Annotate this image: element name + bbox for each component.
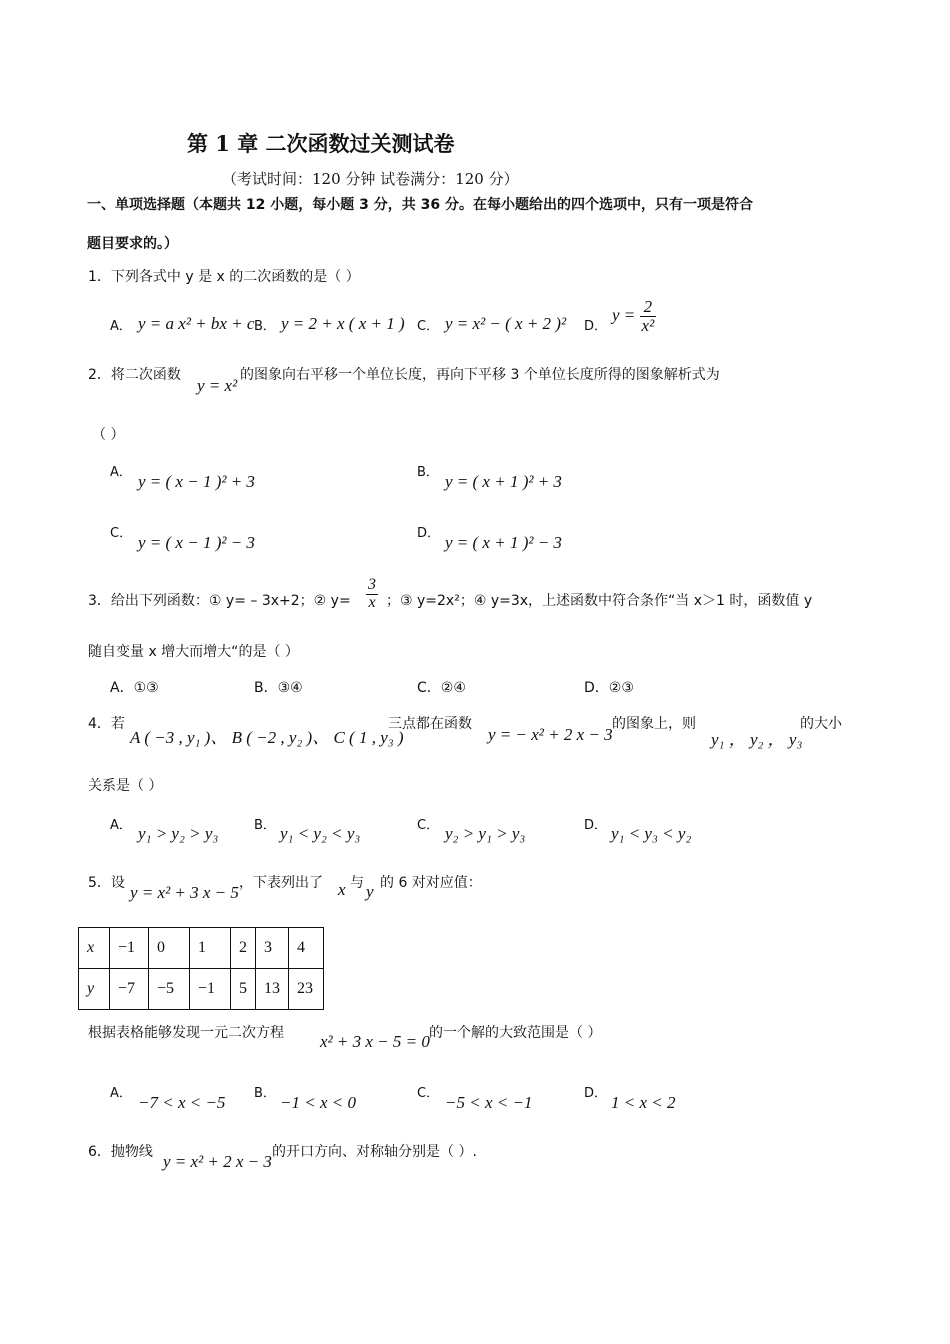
table-cell: 3	[256, 928, 289, 969]
q4-option-c-label: C．	[417, 818, 440, 833]
q3-option-d: D．②③	[584, 680, 634, 696]
q4-option-b: y₁ < y₂ < y₃	[280, 824, 361, 843]
q4-option-d: y₁ < y₃ < y₂	[611, 824, 692, 843]
q5-option-d: 1 < x < 2	[611, 1093, 676, 1112]
q1-option-d-label: D．	[584, 319, 608, 334]
question-5-x: x	[338, 880, 346, 899]
question-4-vars: y₁ ， y₂ ， y₃	[711, 730, 803, 749]
table-cell: 23	[289, 969, 324, 1010]
q3-fraction-denominator: x	[368, 593, 376, 611]
question-5-y: y	[366, 882, 374, 901]
question-5-function: y = x² + 3 x − 5	[130, 883, 239, 902]
table-cell: −5	[149, 969, 190, 1010]
section-heading-line1: 一、单项选择题（本题共 12 小题，每小题 3 分，共 36 分。在每小题给出的四个选项中，只有一项是符合	[87, 197, 753, 213]
q3-option-c: C．②④	[417, 680, 466, 696]
q1-option-c: y = x² − ( x + 2 )²	[445, 314, 567, 333]
table-row	[79, 969, 324, 1010]
question-2-stem-a: 2．将二次函数	[88, 367, 181, 383]
table-cell: −1	[110, 928, 149, 969]
q5-option-c: −5 < x < −1	[445, 1093, 533, 1112]
q2-option-c-label: C．	[110, 526, 133, 541]
question-5-stem-b: ，下表列出了	[239, 875, 323, 891]
question-3-fraction	[366, 577, 378, 612]
question-4-points: A ( −3 , y₁ )、 B ( −2 , y₂ )、 C ( 1 , y₃ )	[130, 728, 404, 747]
question-1-stem: 1．下列各式中 y 是 x 的二次函数的是（ ）	[88, 269, 360, 285]
q1-option-d-lhs: y =	[612, 305, 636, 325]
question-5-after-a: 根据表格能够发现一元二次方程	[88, 1025, 284, 1041]
question-5-stem-d: 的 6 对对应值：	[380, 875, 482, 891]
q4-option-d-label: D．	[584, 818, 608, 833]
question-6-function: y = x² + 2 x − 3	[163, 1152, 272, 1171]
table-cell: x	[79, 928, 110, 969]
question-4-stem-c: 的图象上，则	[612, 716, 696, 732]
table-cell: −1	[190, 969, 231, 1010]
question-4-stem-a: 4．若	[88, 716, 125, 732]
question-2-stem-b: 的图象向右平移一个单位长度，再向下平移 3 个单位长度所得的图象解析式为	[240, 367, 720, 383]
page-title: 第 1 章 二次函数过关测试卷	[187, 131, 455, 156]
q4-option-c: y₂ > y₁ > y₃	[445, 824, 526, 843]
table-cell: 2	[231, 928, 256, 969]
q5-option-a-label: A．	[110, 1086, 132, 1101]
question-4-stem-b: 三点都在函数	[388, 716, 472, 732]
question-3-stem-b: ；③ y=2x²；④ y=3x，上述函数中符合条作“当 x＞1 时，函数值 y	[386, 593, 813, 609]
q5-option-c-label: C．	[417, 1086, 440, 1101]
question-3-stem-a: 3．给出下列函数：① y= – 3x+2；② y=	[88, 593, 351, 609]
table-cell: 13	[256, 969, 289, 1010]
question-4-stem-d: 的大小	[800, 716, 842, 732]
question-5-equation: x² + 3 x − 5 = 0	[320, 1032, 430, 1051]
q1-option-a: y = a x² + bx + c	[138, 314, 255, 333]
q4-option-b-label: B．	[254, 818, 276, 833]
table-cell: y	[79, 969, 110, 1010]
question-2-paren: （ ）	[92, 427, 125, 443]
q4-option-a: y₁ > y₂ > y₃	[138, 824, 219, 843]
table-cell: 4	[289, 928, 324, 969]
q3-fraction-numerator: 3	[368, 576, 376, 593]
question-5-after-b: 的一个解的大致范围是（ ）	[429, 1025, 602, 1041]
q1-option-d-denominator: x²	[641, 315, 655, 335]
q4-option-a-label: A．	[110, 818, 132, 833]
question-4-function: y = − x² + 2 x − 3	[488, 725, 613, 744]
question-3-stem-line2: 随自变量 x 增大而增大“的是（ ）	[88, 644, 299, 660]
q2-option-c: y = ( x − 1 )² − 3	[138, 533, 255, 552]
question-5-stem-a: 5．设	[88, 875, 125, 891]
question-2-math: y = x²	[197, 376, 238, 395]
section-heading-line2: 题目要求的。）	[87, 236, 178, 252]
table-cell: −7	[110, 969, 149, 1010]
question-6-stem-a: 6．抛物线	[88, 1144, 153, 1160]
q5-option-d-label: D．	[584, 1086, 608, 1101]
q2-option-b-label: B．	[417, 465, 439, 480]
value-table	[78, 927, 324, 1010]
q5-option-a: −7 < x < −5	[138, 1093, 226, 1112]
question-5-stem-c: 与	[350, 875, 364, 891]
table-cell: 0	[149, 928, 190, 969]
q5-option-b: −1 < x < 0	[280, 1093, 356, 1112]
q1-option-b: y = 2 + x ( x + 1 )	[281, 314, 405, 333]
q5-option-b-label: B．	[254, 1086, 276, 1101]
q3-option-b: B．③④	[254, 680, 303, 696]
q2-option-a-label: A．	[110, 465, 132, 480]
q1-option-a-label: A．	[110, 319, 132, 334]
table-cell: 5	[231, 969, 256, 1010]
q2-option-d: y = ( x + 1 )² − 3	[445, 533, 562, 552]
table-row	[79, 928, 324, 969]
q1-option-d-numerator: 2	[640, 298, 657, 317]
q2-option-d-label: D．	[417, 526, 441, 541]
q1-option-c-label: C．	[417, 319, 440, 334]
q2-option-b: y = ( x + 1 )² + 3	[445, 472, 562, 491]
q2-option-a: y = ( x − 1 )² + 3	[138, 472, 255, 491]
table-cell: 1	[190, 928, 231, 969]
q1-option-d	[612, 298, 656, 335]
q1-option-b-label: B．	[254, 319, 276, 334]
question-6-stem-b: 的开口方向、对称轴分别是（ ）.	[272, 1144, 477, 1160]
exam-info: （考试时间：120 分钟 试卷满分：120 分）	[222, 170, 519, 188]
question-4-stem-line2: 关系是（ ）	[88, 778, 163, 794]
q3-option-a: A．①③	[110, 680, 159, 696]
